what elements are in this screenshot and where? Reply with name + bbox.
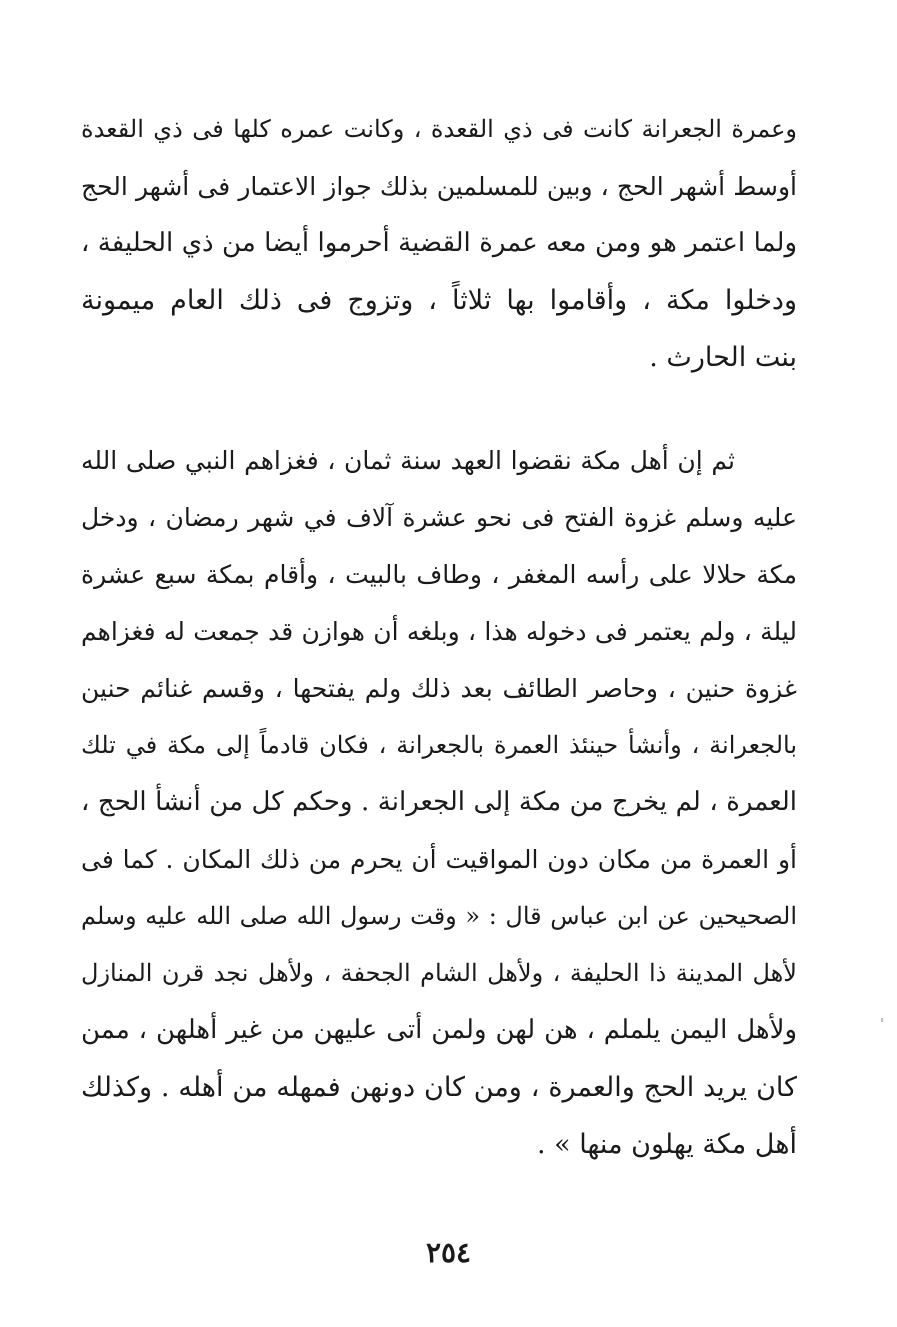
text-line: غزوة حنين ، وحاصر الطائف بعد ذلك ولم يفتحها ، وقسم غنائم حنين xyxy=(81,674,797,703)
text-line: بنت الحارث . xyxy=(649,342,797,373)
paragraph-2 xyxy=(81,432,797,1173)
text-line: كان يريد الحج والعمرة ، ومن كان دونهن فمهله من أهله . وكذلك xyxy=(81,1072,797,1103)
text-line: الصحيحين عن ابن عباس قال : « وقت رسول الله صلى الله عليه وسلم xyxy=(81,902,797,930)
text-line: العمرة ، لم يخرج من مكة إلى الجعرانة . وحكم كل من أنشأ الحج ، xyxy=(81,787,797,817)
text-line: بالجعرانة ، وأنشأ حينئذ العمرة بالجعرانة ، فكان قادماً إلى مكة في تلك xyxy=(81,731,797,759)
text-line: ودخلوا مكة ، وأقاموا بها ثلاثاً ، وتزوج فى ذلك العام ميمونة xyxy=(81,285,797,316)
text-line: عليه وسلم غزوة الفتح فى نحو عشرة آلاف في شهر رمضان ، ودخل xyxy=(81,503,797,532)
text-line: ولما اعتمر هو ومن معه عمرة القضية أحرموا أيضا من ذي الحليفة ، xyxy=(81,228,797,258)
text-line: أهل مكة يهلون منها » . xyxy=(536,1129,797,1160)
text-line: مكة حلالا على رأسه المغفر ، وطاف بالبيت ، وأقام بمكة سبع عشرة xyxy=(81,560,797,589)
text-line: ليلة ، ولم يعتمر فى دخوله هذا ، وبلغه أن هوازن قد جمعت له فغزاهم xyxy=(81,617,797,646)
text-line: وعمرة الجعرانة كانت فى ذي القعدة ، وكانت عمره كلها فى ذي القعدة xyxy=(81,115,797,143)
text-line: أوسط أشهر الحج ، وبين للمسلمين بذلك جواز الاعتمار فى أشهر الحج xyxy=(81,172,797,201)
text-line: لأهل المدينة ذا الحليفة ، ولأهل الشام الجحفة ، ولأهل نجد قرن المنازل xyxy=(81,959,797,987)
scan-speck xyxy=(881,1018,883,1022)
text-line: أو العمرة من مكان دون المواقيت أن يحرم من ذلك المكان . كما فى xyxy=(81,845,797,874)
text-line: ثم إن أهل مكة نقضوا العهد سنة ثمان ، فغزاهم النبي صلى الله xyxy=(81,446,735,475)
paragraph-1 xyxy=(81,101,797,386)
text-line: ولأهل اليمن يلملم ، هن لهن ولمن أتى عليهن من غير أهلهن ، ممن xyxy=(81,1015,797,1045)
page-number: ٢٥٤ xyxy=(425,1236,472,1269)
